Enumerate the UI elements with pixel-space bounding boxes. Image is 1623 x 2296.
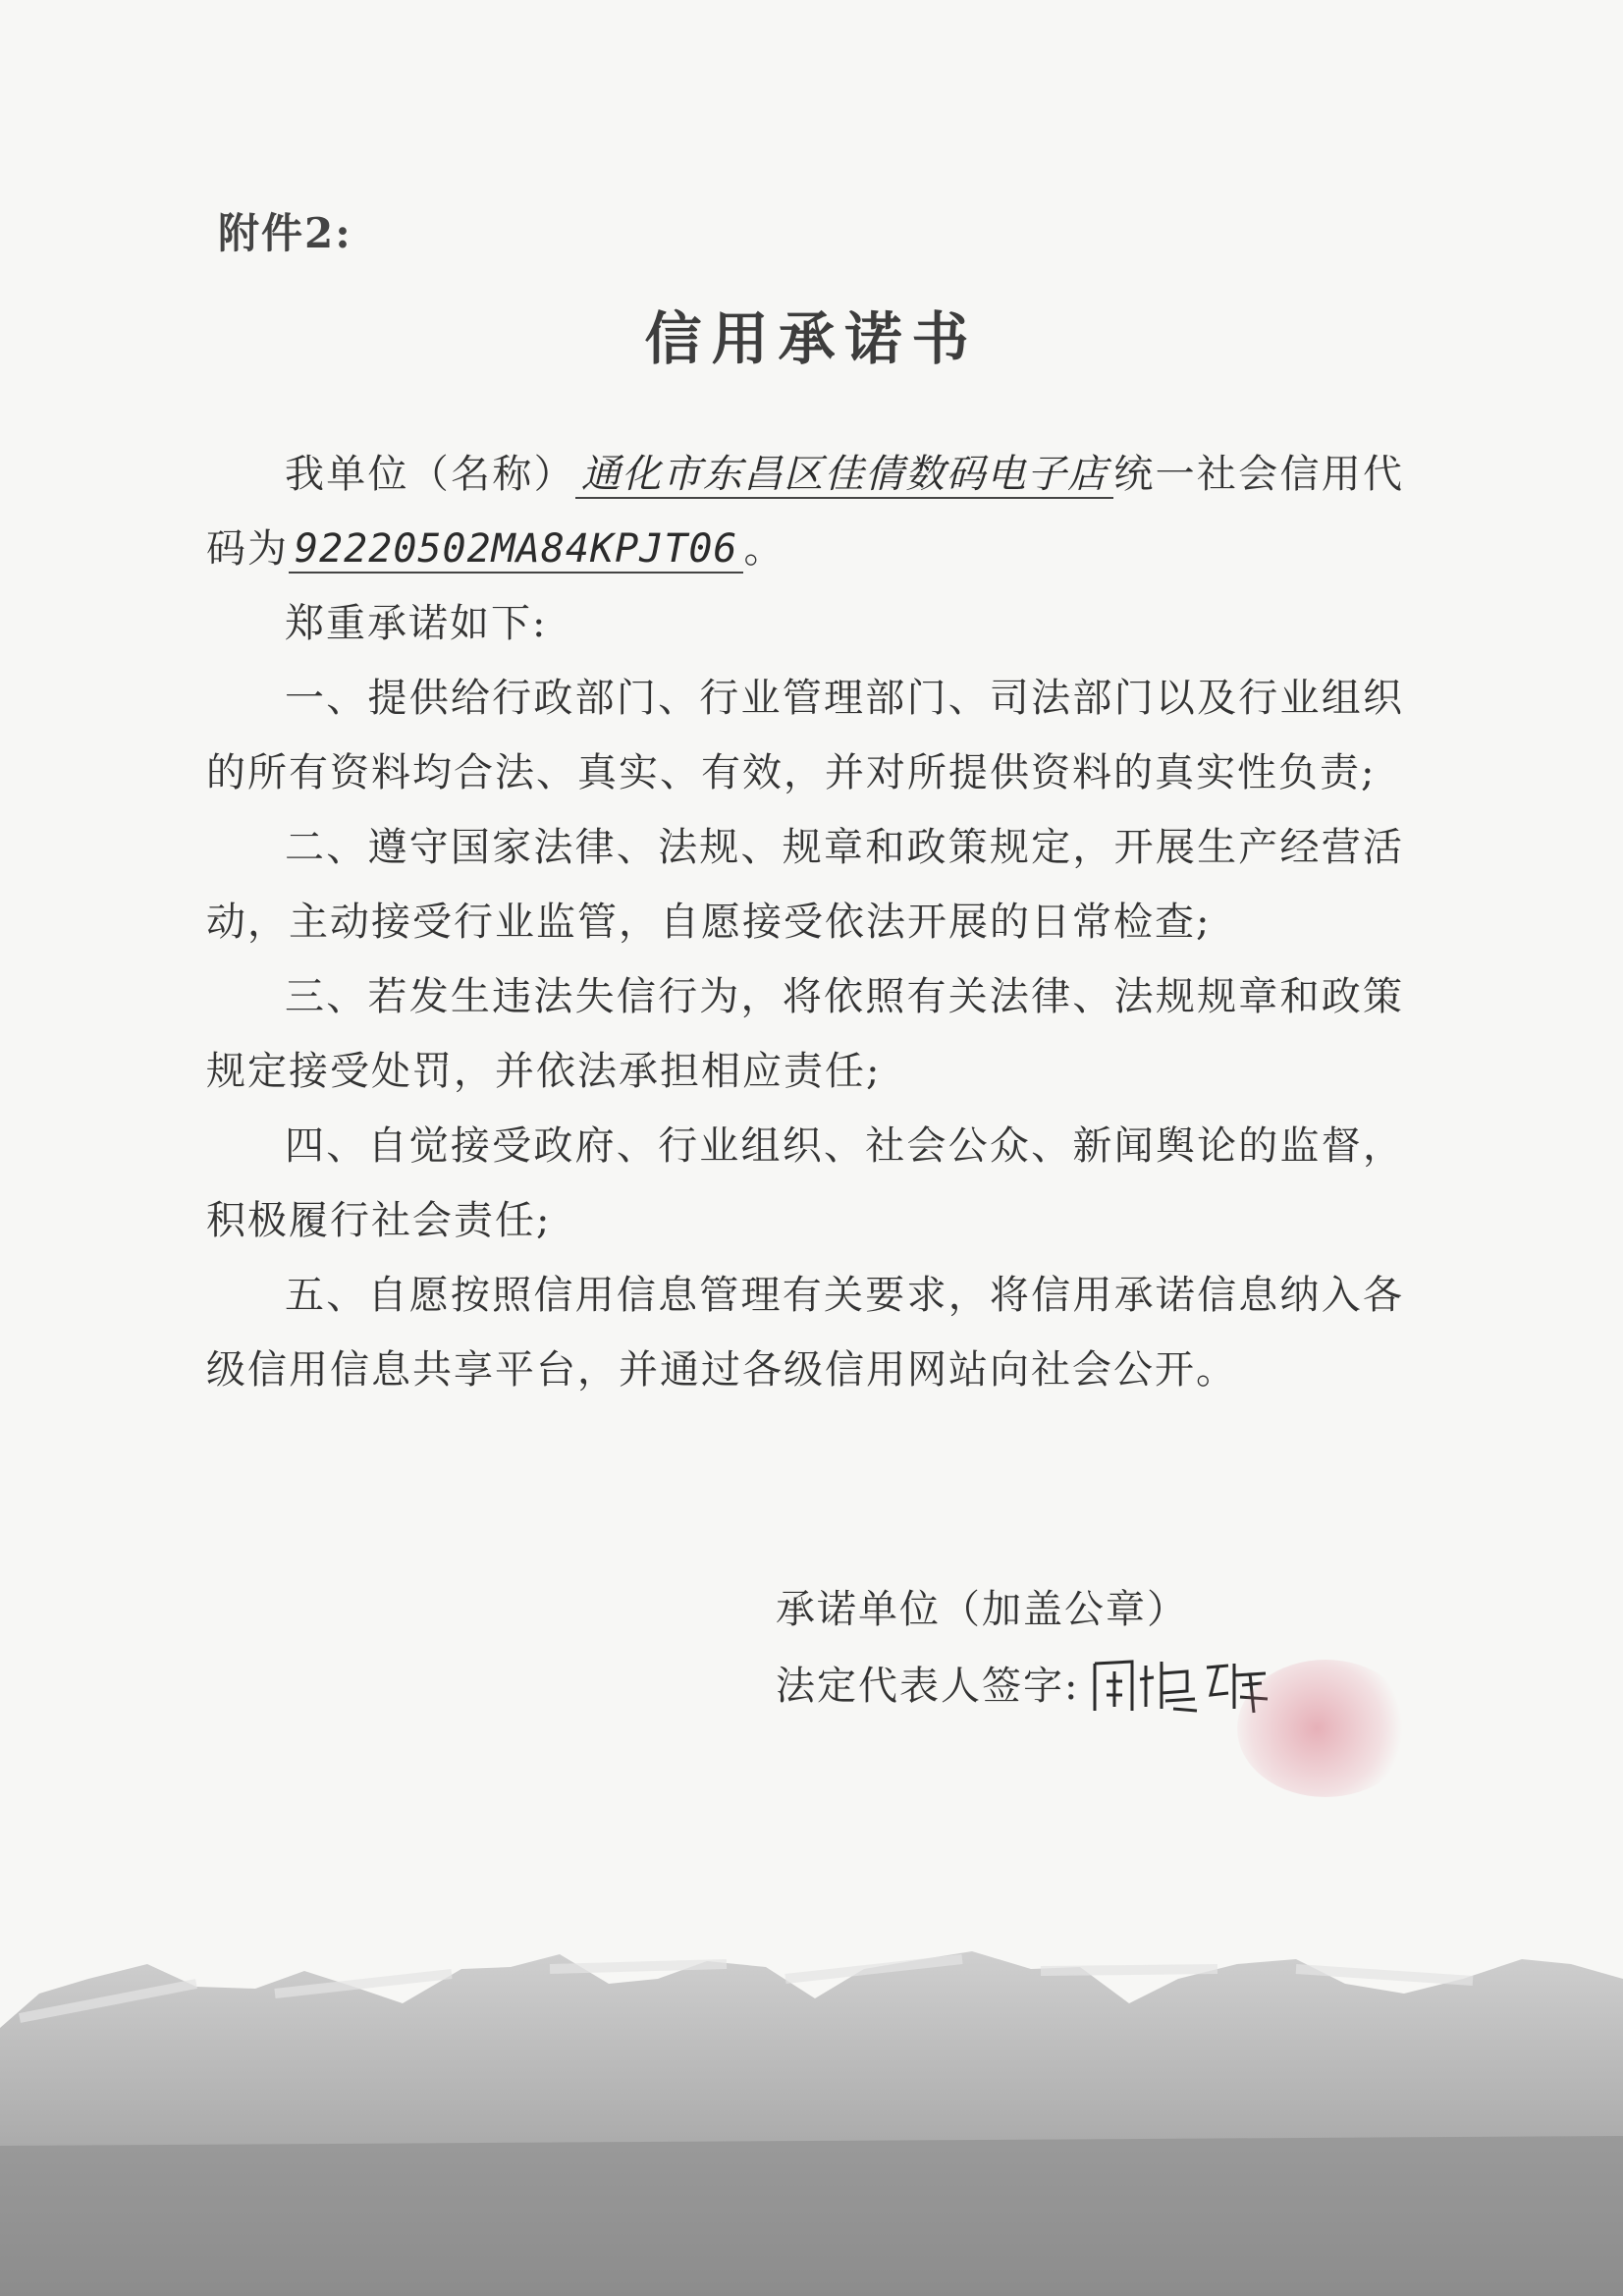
intro-paragraph <box>206 437 1404 586</box>
attachment-label: 附件2: <box>218 209 352 257</box>
pledge-item-5: 五、自愿按照信用信息管理有关要求，将信用承诺信息纳入各级信用信息共享平台，并通过各级信用网站向社会公开。 <box>206 1273 1404 1393</box>
intro-part4: 。 <box>743 526 785 572</box>
unit-name-handwritten: 通化市东昌区佳倩数码电子店 <box>575 452 1114 499</box>
document-body <box>206 437 1404 1407</box>
pledge-item-1: 一、提供给行政部门、行业管理部门、司法部门以及行业组织的所有资料均合法、真实、有效，并对所提供资料的真实性负责; <box>206 676 1404 795</box>
intro-part1: 我单位（名称） <box>285 452 575 497</box>
pledge-item-3: 三、若发生违法失信行为，将依照有关法律、法规规章和政策规定接受处罚，并依法承担相应责任; <box>206 974 1404 1094</box>
credit-code-handwritten: 92220502MA84KPJT06 <box>289 526 743 574</box>
document-title: 信用承诺书 <box>644 305 979 372</box>
intro-part3: 为 <box>247 526 289 572</box>
rep-sign-label: 法定代表人签字: <box>776 1664 1080 1709</box>
pledge-lead: 郑重承诺如下: <box>285 601 548 646</box>
footer-decorative-pattern <box>0 1910 1623 2296</box>
unit-seal-label: 承诺单位（加盖公章） <box>776 1587 1188 1632</box>
rep-sign-line <box>776 1648 1281 1724</box>
intro-part2: 统一社会信用代码 <box>206 452 1405 572</box>
red-seal-stamp <box>1237 1660 1414 1797</box>
pledge-item-4: 四、自觉接受政府、行业组织、社会公众、新闻舆论的监督，积极履行社会责任; <box>206 1123 1404 1243</box>
pledge-item-2: 二、遵守国家法律、法规、规章和政策规定，开展生产经营活动，主动接受行业监管，自愿接受依法开展的日常检查; <box>206 825 1404 945</box>
signature-block <box>776 1571 1281 1724</box>
